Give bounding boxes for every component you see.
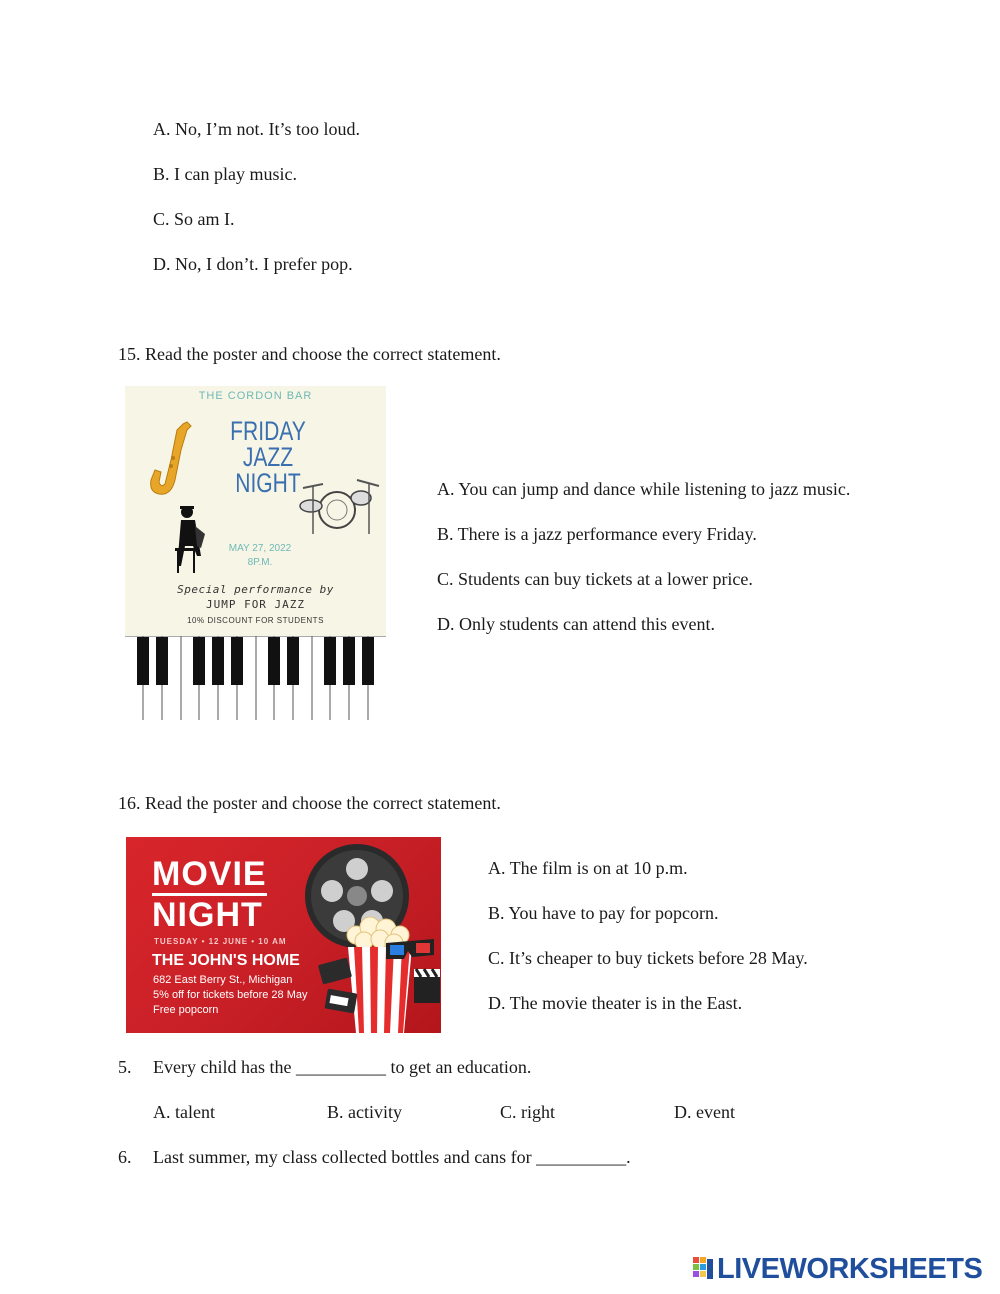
q15-option-b: B. There is a jazz performance every Friday. — [437, 524, 757, 544]
jazz-time: 8P.M. — [247, 557, 273, 568]
piano-keys — [125, 636, 386, 720]
drum-kit-icon — [297, 474, 383, 536]
3d-glasses-icon — [384, 933, 436, 967]
q5-stem — [118, 1056, 531, 1078]
q5-option-b: B. activity — [327, 1102, 402, 1122]
q15-option-a: A. You can jump and dance while listening to jazz music. — [437, 479, 851, 499]
liveworksheets-logo-mark — [693, 1257, 715, 1281]
q6-number: 6. — [118, 1147, 132, 1167]
q14-option-a: A. No, I’m not. It’s too loud. — [153, 119, 360, 139]
q6-stem — [118, 1146, 631, 1168]
q5-option-d: D. event — [674, 1102, 735, 1122]
movie-offer: 5% off for tickets before 28 May — [153, 989, 308, 1001]
movie-place: THE JOHN'S HOME — [152, 952, 300, 969]
movie-title-line-1: MOVIE — [152, 855, 267, 896]
movie-title — [152, 855, 267, 934]
q6-text: Last summer, my class collected bottles and cans for __________. — [153, 1147, 631, 1167]
q14-option-d: D. No, I don’t. I prefer pop. — [153, 254, 353, 274]
q5-number: 5. — [118, 1057, 132, 1077]
q5-option-a: A. talent — [153, 1102, 215, 1122]
q16-option-d: D. The movie theater is in the East. — [488, 993, 743, 1013]
clapperboard-icon — [412, 965, 441, 1005]
jazz-date: MAY 27, 2022 — [228, 543, 292, 554]
liveworksheets-logo[interactable] — [693, 1254, 982, 1284]
movie-title-line-2: NIGHT — [152, 896, 263, 934]
q15-option-c: C. Students can buy tickets at a lower price. — [437, 569, 753, 589]
q14-option-b: B. I can play music. — [153, 164, 297, 184]
q16-option-c: C. It’s cheaper to buy tickets before 28 May. — [488, 948, 808, 968]
movie-poster — [126, 837, 441, 1033]
jazz-title-line-1: FRIDAY — [230, 416, 306, 446]
q5-text: Every child has the __________ to get an education. — [153, 1057, 532, 1077]
tickets-icon — [316, 955, 360, 1025]
jazz-special: Special performance by — [177, 583, 334, 596]
movie-date-line: TUESDAY • 12 JUNE • 10 AM — [154, 937, 287, 946]
q16-prompt: 16. Read the poster and choose the correct statement. — [118, 793, 501, 813]
saxophone-icon — [147, 420, 195, 502]
q15-option-d: D. Only students can attend this event. — [437, 614, 715, 634]
q14-option-c: C. So am I. — [153, 209, 235, 229]
q5-option-c: C. right — [500, 1102, 556, 1122]
q15-prompt: 15. Read the poster and choose the correct statement. — [118, 344, 501, 364]
jazz-band: JUMP FOR JAZZ — [205, 598, 306, 611]
liveworksheets-logo-text: LIVEWORKSHEETS — [717, 1253, 983, 1285]
q16-option-a: A. The film is on at 10 p.m. — [488, 858, 688, 878]
jazz-venue: THE CORDON BAR — [198, 390, 313, 402]
movie-popcorn-note: Free popcorn — [153, 1004, 219, 1016]
q16-option-b: B. You have to pay for popcorn. — [488, 903, 719, 923]
jazz-title-line-3: NIGHT — [235, 468, 301, 498]
jazz-poster — [125, 386, 386, 720]
jazz-title-line-2: JAZZ — [242, 442, 294, 472]
movie-address: 682 East Berry St., Michigan — [153, 974, 293, 986]
jazz-discount: 10% DISCOUNT FOR STUDENTS — [187, 616, 324, 625]
